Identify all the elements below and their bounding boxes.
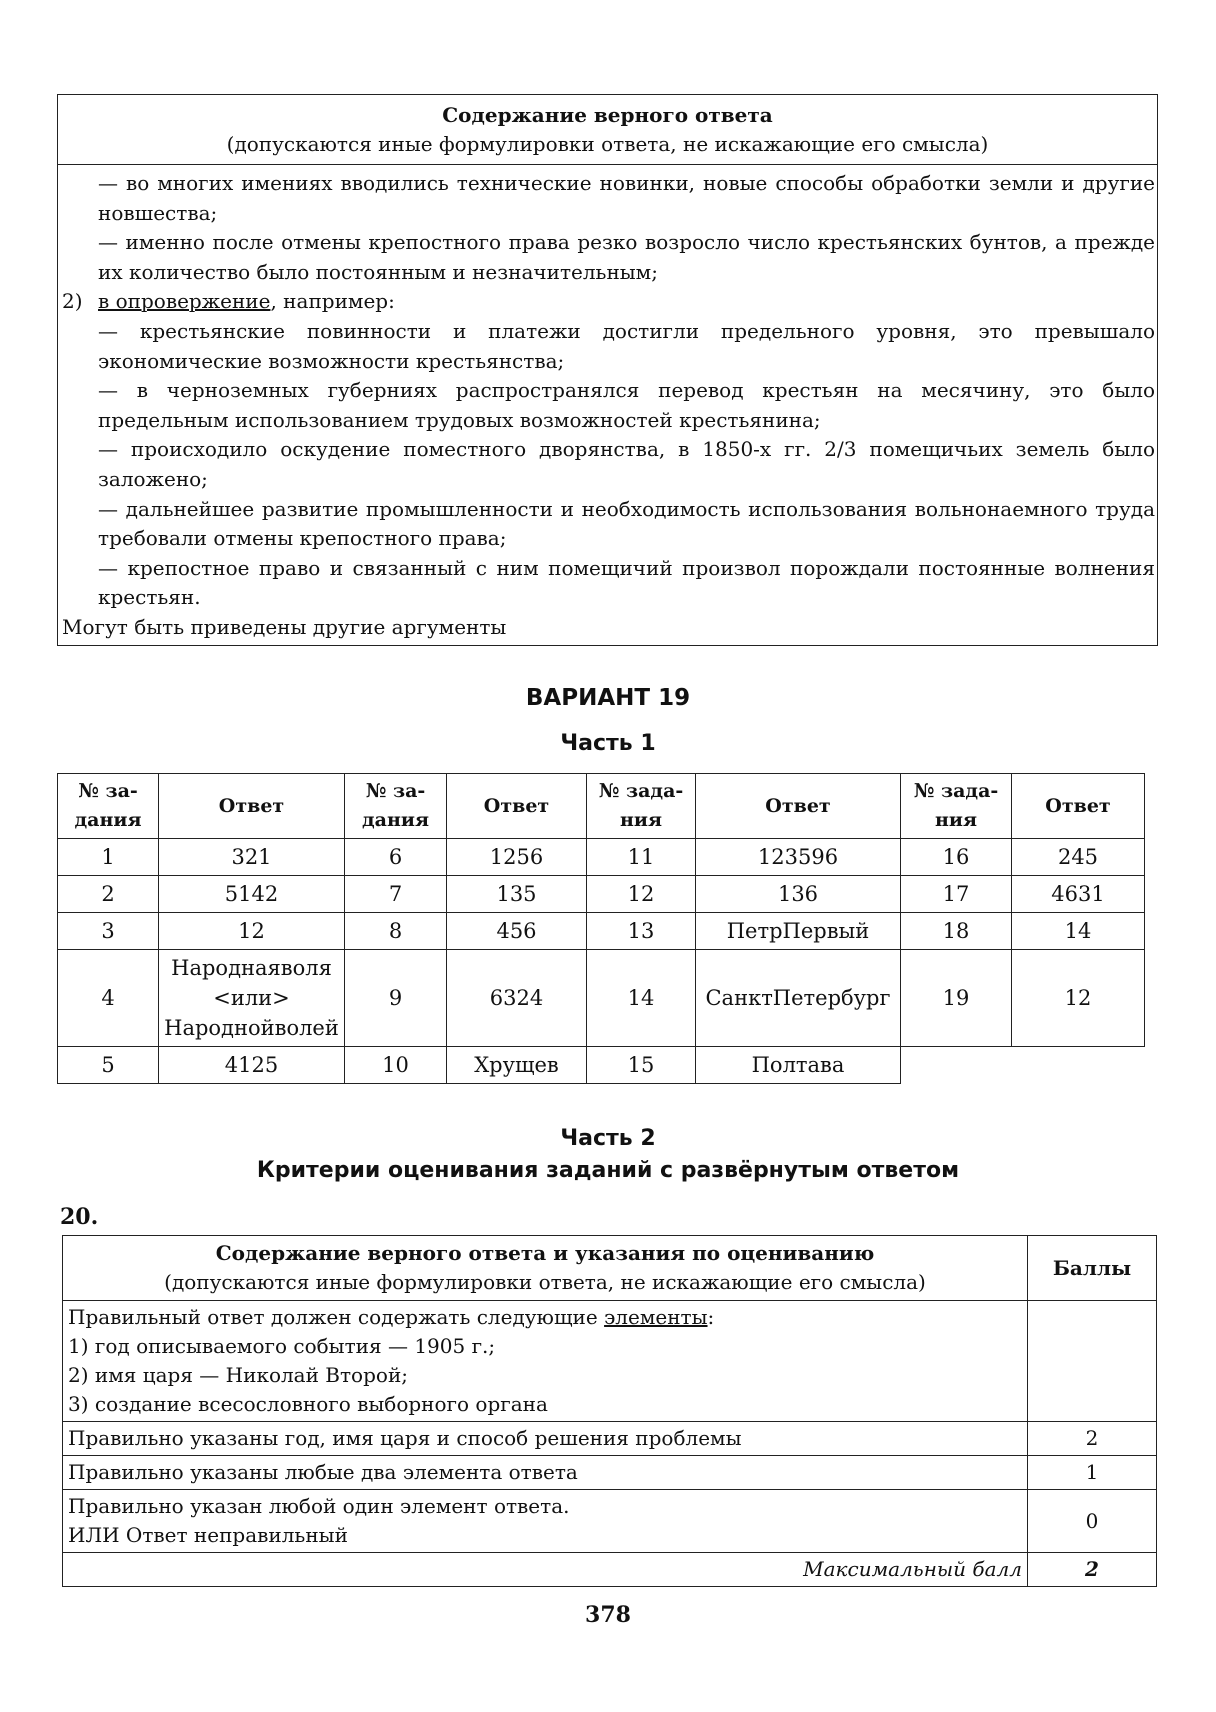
col-task-number: № зада- ния xyxy=(587,774,696,839)
task-number: 17 xyxy=(901,876,1012,913)
element-item: 1) год описываемого события — 1905 г.; xyxy=(68,1334,496,1358)
criterion-points: 1 xyxy=(1028,1456,1157,1490)
criterion-row xyxy=(63,1456,1157,1490)
answer-content-note: (допускаются иные формулировки ответа, не искажающие его смысла) xyxy=(226,132,989,156)
max-score-points: 2 xyxy=(1028,1553,1157,1587)
answer-content-footer: Могут быть приведены другие аргументы xyxy=(62,614,507,639)
point-2-number: 2) xyxy=(62,289,83,314)
points-empty xyxy=(1028,1301,1157,1422)
argument-line: — именно после отмены крепостного права резко возросло число крестьянских бунтов, а прежде их количество было постоянным и незначительным; xyxy=(98,230,1155,284)
task-number: 6 xyxy=(345,839,447,876)
col-task-number: № за- дания xyxy=(58,774,159,839)
element-item: 2) имя царя — Николай Второй; xyxy=(68,1363,409,1387)
col-task-number: № зада- ния xyxy=(901,774,1012,839)
elements-row xyxy=(63,1301,1157,1422)
variant-title: ВАРИАНТ 19 xyxy=(525,685,691,711)
criterion-text: Правильно указан любой один элемент ответа. ИЛИ Ответ неправильный xyxy=(63,1490,1028,1553)
task-number: 12 xyxy=(587,876,696,913)
answers-table xyxy=(57,773,1145,1084)
element-item: 3) создание всесословного выборного органа xyxy=(68,1392,548,1416)
part2-title: Часть 2 xyxy=(560,1126,656,1151)
table-row xyxy=(58,950,1145,1047)
task-number: 15 xyxy=(587,1047,696,1084)
answer-cell: 123596 xyxy=(696,839,901,876)
criteria-header xyxy=(63,1236,1028,1301)
answer-cell: Полтава xyxy=(696,1047,901,1084)
col-answer: Ответ xyxy=(159,774,345,839)
elements-intro: Правильный ответ должен содержать следующие элементы: xyxy=(68,1305,715,1329)
argument-line: — крестьянские повинности и платежи достигли предельного уровня, это превышало экономические возможности крестьянства; xyxy=(98,318,1155,373)
argument-line: — происходило оскудение поместного дворянства, в 1850-х гг. 2/3 помещичьих земель было заложено; xyxy=(98,437,1155,491)
task-number: 2 xyxy=(58,876,159,913)
task-number: 9 xyxy=(345,950,447,1047)
task-number: 3 xyxy=(58,913,159,950)
table-row xyxy=(58,1047,1145,1084)
task-number: 14 xyxy=(587,950,696,1047)
table-row xyxy=(58,913,1145,950)
table-header-row xyxy=(58,774,1145,839)
answer-cell: Хрущев xyxy=(447,1047,587,1084)
task-number: 18 xyxy=(901,913,1012,950)
empty-cell xyxy=(901,1047,1012,1084)
task-20-criteria-table xyxy=(62,1235,1157,1587)
answer-cell: 4125 xyxy=(159,1047,345,1084)
criterion-points: 2 xyxy=(1028,1422,1157,1456)
criteria-title: Критерии оценивания заданий с развёрнутым ответом xyxy=(256,1158,960,1183)
answer-cell: 14 xyxy=(1012,913,1145,950)
criteria-header-title: Содержание верного ответа и указания по оцениванию xyxy=(215,1241,875,1265)
task-number: 13 xyxy=(587,913,696,950)
point-2-label: в опровержение xyxy=(98,289,271,314)
answer-cell: СанктПетербург xyxy=(696,950,901,1047)
answer-cell: 321 xyxy=(159,839,345,876)
table-row xyxy=(58,839,1145,876)
answer-cell: 136 xyxy=(696,876,901,913)
task-number: 10 xyxy=(345,1047,447,1084)
argument-line: — крепостное право и связанный с ним помещичий произвол порождали постоянные волнения крестьян. xyxy=(98,555,1155,610)
answer-cell: 1256 xyxy=(447,839,587,876)
criteria-header-note: (допускаются иные формулировки ответа, не искажающие его смысла) xyxy=(164,1270,926,1294)
answer-cell: 245 xyxy=(1012,839,1145,876)
criterion-row xyxy=(63,1422,1157,1456)
criterion-text: Правильно указаны любые два элемента ответа xyxy=(63,1456,1028,1490)
answer-cell: 5142 xyxy=(159,876,345,913)
answer-cell: Народнаяволя <или> Народнойволей xyxy=(159,950,345,1047)
table-row xyxy=(58,876,1145,913)
argument-line: — во многих имениях вводились технические новинки, новые способы обработки земли и другие новшества; xyxy=(98,171,1155,225)
task-20-number: 20. xyxy=(60,1204,99,1230)
answer-cell: 12 xyxy=(1012,950,1145,1047)
argument-line: — в черноземных губерниях распространялся перевод крестьян на месячину, это было предельным использованием трудовых возможностей крестьянина; xyxy=(98,378,1155,432)
answer-content-title: Содержание верного ответа xyxy=(442,103,773,127)
col-answer: Ответ xyxy=(447,774,587,839)
task-number: 19 xyxy=(901,950,1012,1047)
empty-cell xyxy=(1012,1047,1145,1084)
max-score-row xyxy=(63,1553,1157,1587)
point-2-rest: , например: xyxy=(270,289,395,314)
answer-cell: ПетрПервый xyxy=(696,913,901,950)
answer-cell: 6324 xyxy=(447,950,587,1047)
answer-content-body xyxy=(58,165,1157,645)
criteria-header-row xyxy=(63,1236,1157,1301)
col-answer: Ответ xyxy=(1012,774,1145,839)
answer-cell: 4631 xyxy=(1012,876,1145,913)
part1-title: Часть 1 xyxy=(560,731,656,756)
answer-cell: 456 xyxy=(447,913,587,950)
task-number: 8 xyxy=(345,913,447,950)
answer-elements xyxy=(63,1301,1028,1422)
answer-cell: 135 xyxy=(447,876,587,913)
points-header: Баллы xyxy=(1028,1236,1157,1301)
task-number: 7 xyxy=(345,876,447,913)
criterion-text: Правильно указаны год, имя царя и способ решения проблемы xyxy=(63,1422,1028,1456)
argument-line: — дальнейшее развитие промышленности и необходимость использования вольнонаемного труда требовали отмены крепостного права; xyxy=(98,496,1155,551)
point-2-line xyxy=(62,287,1155,317)
task-number: 1 xyxy=(58,839,159,876)
criterion-row xyxy=(63,1490,1157,1553)
task-number: 16 xyxy=(901,839,1012,876)
criterion-points: 0 xyxy=(1028,1490,1157,1553)
task-number: 4 xyxy=(58,950,159,1047)
task-number: 5 xyxy=(58,1047,159,1084)
task-number: 11 xyxy=(587,839,696,876)
answer-content-header xyxy=(58,95,1157,165)
col-task-number: № за- дания xyxy=(345,774,447,839)
col-answer: Ответ xyxy=(696,774,901,839)
answer-content-box xyxy=(57,94,1158,646)
page-number: 378 xyxy=(585,1602,631,1628)
max-score-label: Максимальный балл xyxy=(63,1553,1028,1587)
answer-cell: 12 xyxy=(159,913,345,950)
